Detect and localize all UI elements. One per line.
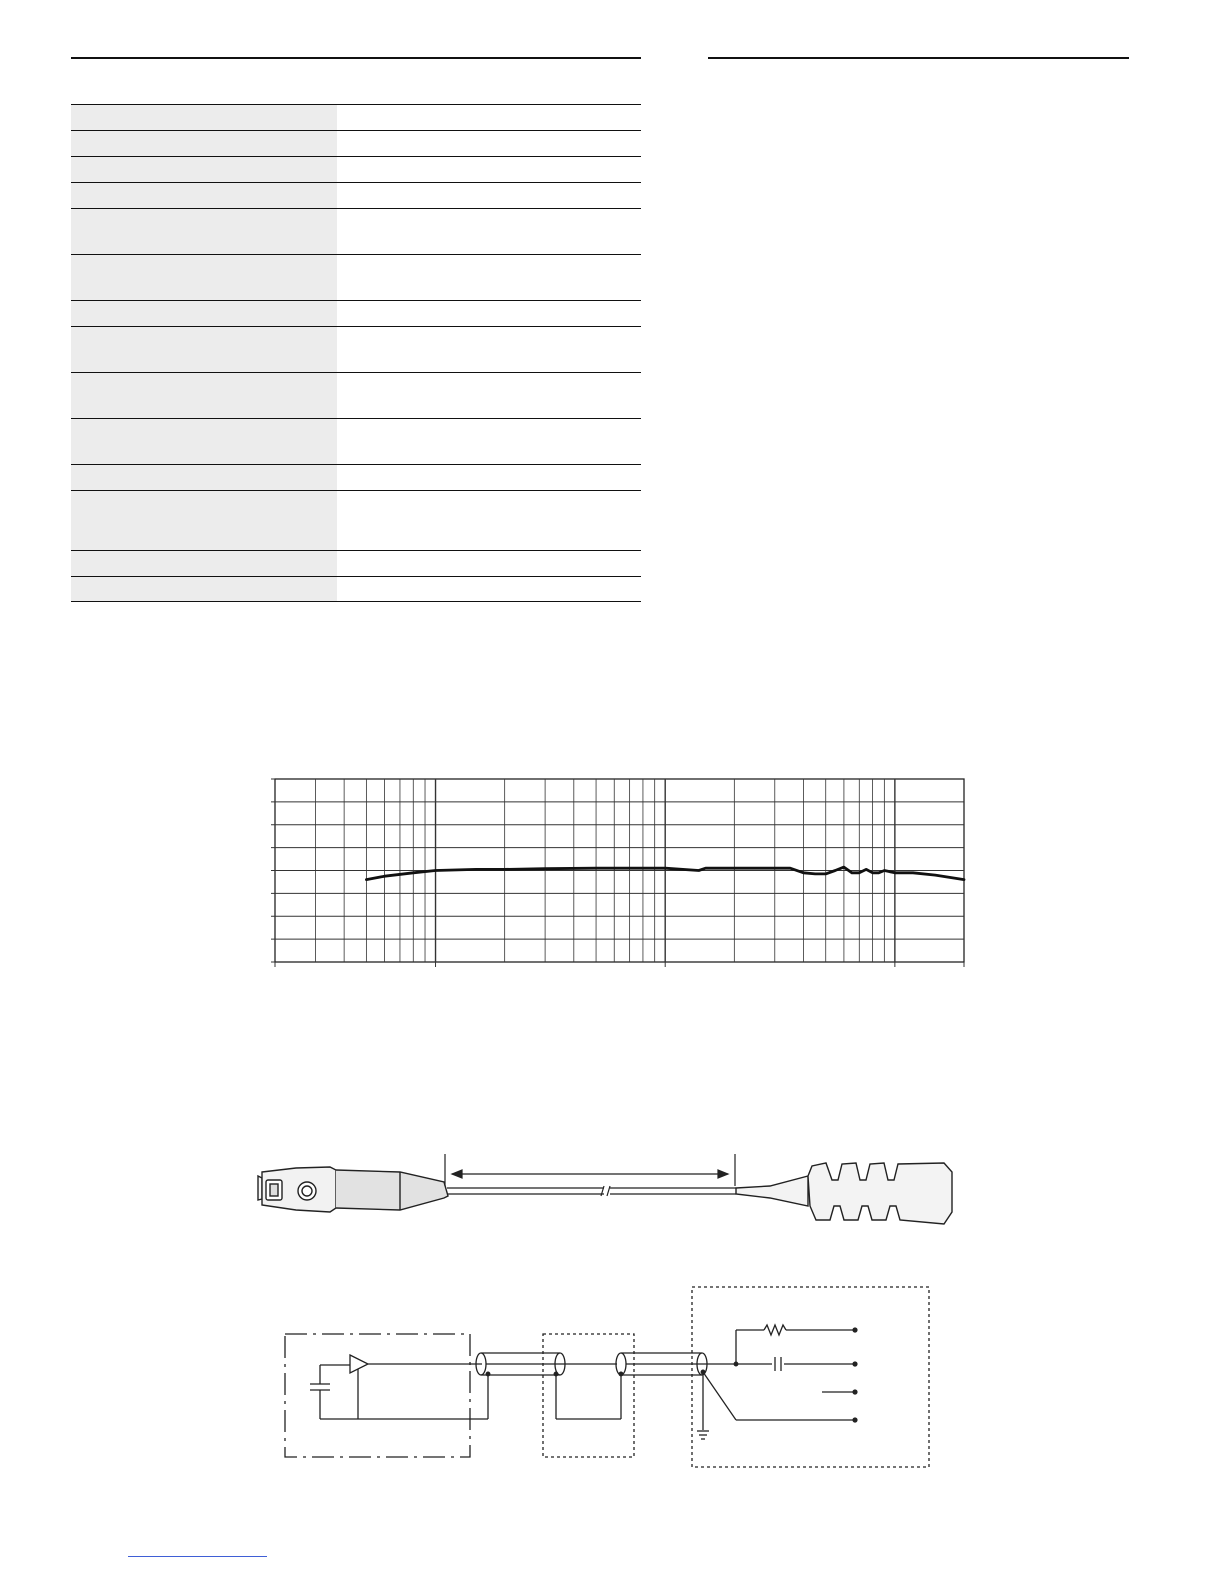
footer-link-underline[interactable]	[128, 1556, 267, 1557]
microphone-element-box	[285, 1334, 470, 1457]
amplifier-icon	[350, 1355, 368, 1373]
output-box	[692, 1287, 929, 1467]
resistor-icon	[764, 1325, 786, 1335]
